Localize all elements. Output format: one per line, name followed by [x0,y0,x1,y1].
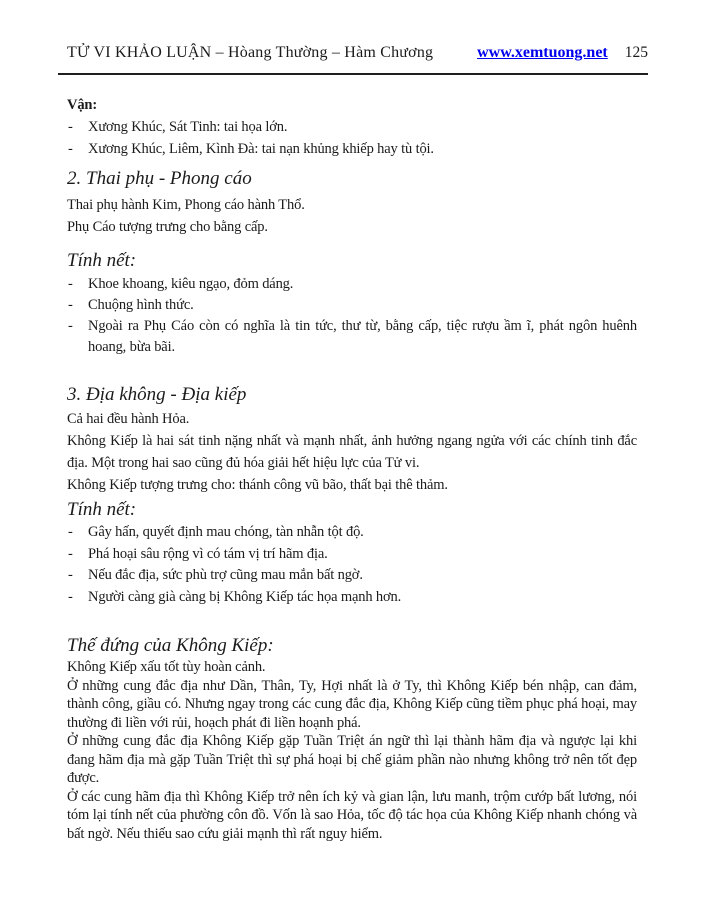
list-item-text: Gây hấn, quyết định mau chóng, tàn nhẫn tột độ. [88,524,364,540]
van-label: Vận: [67,97,98,113]
list-item-text: Nếu đắc địa, sức phù trợ cũng mau mắn bất ngờ. [88,567,363,583]
list-item-text: Xương Khúc, Liêm, Kình Đà: tai nạn khủng khiếp hay tù tội. [88,141,434,157]
dash-bullet-icon: - [68,545,73,562]
paragraph: Không Kiếp tượng trưng cho: thánh công vũ bão, thất bại thê thảm. [67,477,448,493]
tinh-net-list [67,274,637,358]
paragraph: Không Kiếp xấu tốt tùy hoàn cảnh. [67,659,266,675]
tinh-net-list [67,522,637,608]
section-heading: 2. Thai phụ - Phong cáo [67,168,252,189]
dash-bullet-icon: - [68,318,73,334]
subsection-heading-the-dung: Thế đứng của Không Kiếp: [67,635,274,656]
section-dia-khong-dia-kiep [67,382,637,843]
paragraph-group [67,408,637,496]
dash-bullet-icon: - [68,119,73,135]
paragraph: Phụ Cáo tượng trưng cho bằng cấp. [67,219,268,235]
list-item-text: Xương Khúc, Sát Tinh: tai họa lớn. [88,119,288,135]
list-item-text: Phá hoại sâu rộng vì có tám vị trí hãm địa. [88,545,328,562]
list-item-text: Chuộng hình thức. [88,297,194,313]
list-item [67,274,637,295]
paragraph: Cả hai đều hành Hỏa. [67,411,190,427]
dash-bullet-icon: - [68,567,73,583]
list-item [67,544,637,566]
list-item-text: Người càng già càng bị Không Kiếp tác họa mạnh hơn. [88,588,402,605]
list-item [67,565,637,587]
list-item-text: Khoe khoang, kiêu ngạo, đỏm dáng. [88,276,294,292]
dash-bullet-icon: - [68,276,73,292]
paragraph: Ở các cung hãm địa thì Không Kiếp trở nên ích kỷ và gian lận, lưu manh, trộm cướp bất lương, nói tóm lại tính nết của phường côn đồ. Vốn là sao Hỏa, tốc độ tác họa của Không Kiếp nhanh chóng và bất ngờ. Nếu thiếu sao cứu giải mạnh thì rất nguy hiểm. [67,788,637,842]
van-list [67,116,637,160]
paragraph-group [67,194,637,238]
subsection-heading-tinh-net: Tính nết: [67,250,137,271]
page-content [67,94,637,843]
page-number: 125 [624,44,648,61]
list-item-text: Ngoài ra Phụ Cáo còn có nghĩa là tin tức, thư từ, bằng cấp, tiệc rượu ầm ĩ, phát ngôn huênh hoang, bừa bãi. [88,318,637,355]
dash-bullet-icon: - [68,141,73,157]
page-header [58,0,648,75]
website-link[interactable]: www.xemtuong.net [477,44,608,61]
paragraph-group [67,658,637,843]
list-item [67,522,637,544]
book-title: TỬ VI KHẢO LUẬN – Hòang Thường – Hàm Chương [67,44,434,61]
dash-bullet-icon: - [68,588,73,605]
paragraph: Không Kiếp là hai sát tinh nặng nhất và mạnh nhất, ảnh hưởng ngang ngửa với các chính tinh đắc địa. Một trong hai sao cũng đủ hóa giải hết hiệu lực của Tử vi. [67,433,637,471]
list-item [67,587,637,609]
list-item [67,316,637,358]
subsection-heading-tinh-net: Tính nết: [67,499,137,520]
section-van [67,94,637,160]
section-heading: 3. Địa không - Địa kiếp [67,384,247,405]
section-thai-phu-phong-cao [67,166,637,358]
dash-bullet-icon: - [68,524,73,540]
dash-bullet-icon: - [68,297,73,313]
paragraph: Ở những cung đắc địa Không Kiếp gặp Tuần Triệt án ngữ thì lại thành hãm địa và ngược lại khi đang hãm địa mà gặp Tuần Triệt thì sự phá hoại bị chế giảm phần nào nhưng không trở nên tốt đẹp được. [67,733,637,786]
paragraph: Ở những cung đắc địa như Dần, Thân, Ty, Hợi nhất là ở Ty, thì Không Kiếp bén nhập, can đảm, thành công, giầu có. Nhưng ngay trong các cung đắc địa, Không Kiếp cũng tiềm phục phá hoại, may thường đi liền với rủi, hoạch phát đi liền hoạnh phá. [67,677,637,731]
list-item [67,116,637,138]
list-item [67,138,637,160]
paragraph: Thai phụ hành Kim, Phong cáo hành Thổ. [67,197,305,213]
list-item [67,295,637,316]
